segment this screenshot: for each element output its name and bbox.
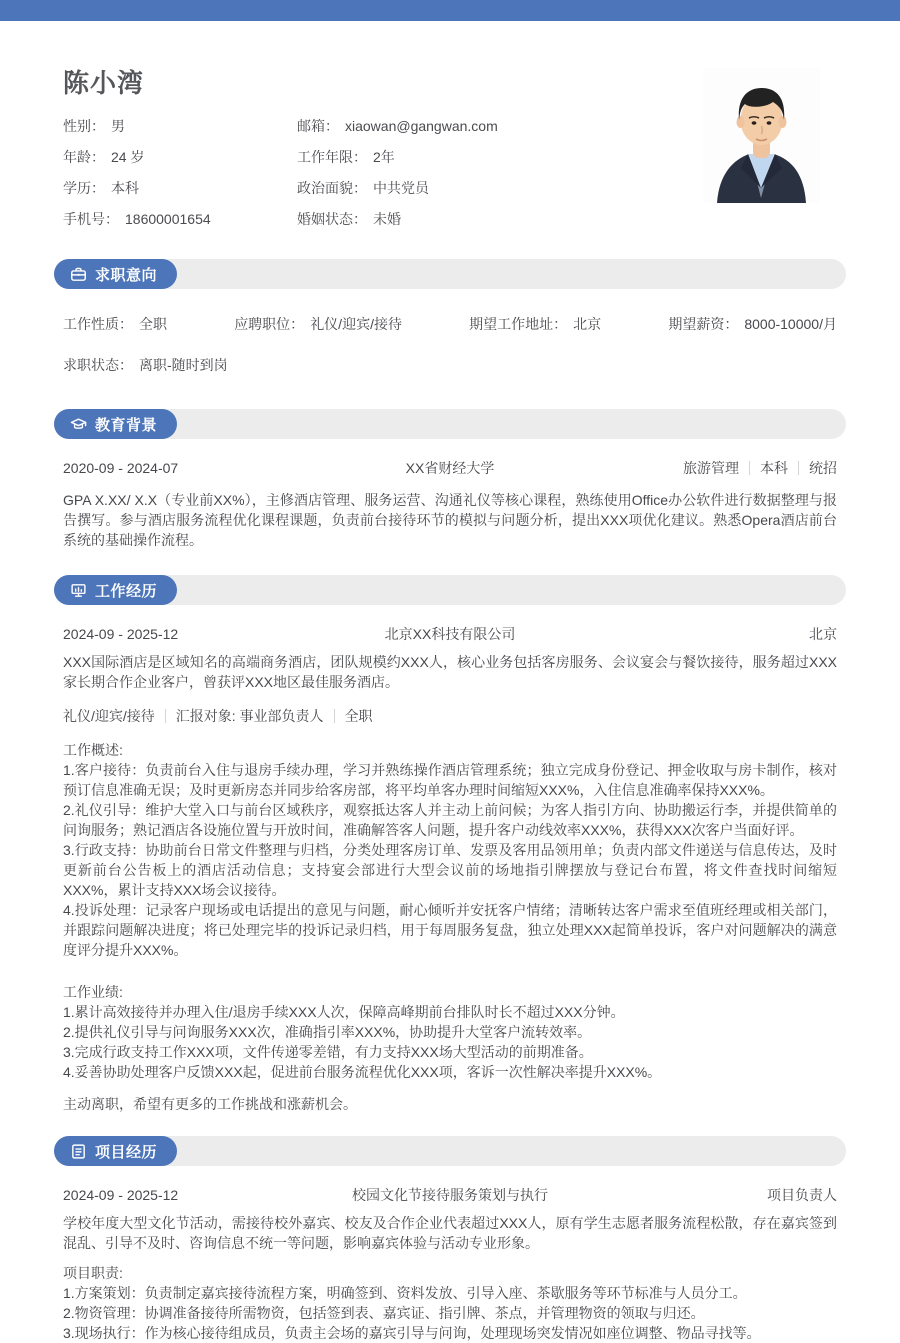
project-duty-item: 1.方案策划：负责制定嘉宾接待流程方案，明确签到、资料发放、引导入座、茶歇服务等环节标准与人员分工。 — [63, 1285, 747, 1301]
education-description: GPA X.XX/ X.X（专业前XX%），主修酒店管理、服务运营、沟通礼仪等核心课程，熟练使用Office办公软件进行数据整理与报告撰写。参与酒店服务流程优化课程课题，负责前台接待环节的模拟与问题分析，提出XXX项优化建议。熟悉Opera酒店前台系统的基础操作流程。 — [63, 492, 837, 548]
monitor-chart-icon — [70, 582, 87, 599]
profile-header — [54, 21, 846, 229]
field-gender: 性别： 男 — [63, 118, 125, 134]
project-duty-item: 2.物资管理：协调准备接待所需物资，包括签到表、嘉宾证、指引牌、茶点，并管理物资的领取与归还。 — [63, 1305, 705, 1321]
education-tags — [622, 458, 837, 478]
work-type-tag: 全职 — [344, 708, 373, 724]
section-title: 求职意向 — [95, 266, 158, 284]
divider — [749, 461, 750, 475]
job-intent-content — [54, 314, 846, 375]
graduation-cap-icon — [70, 416, 87, 433]
field-political-status: 政治面貌： 中共党员 — [297, 180, 429, 196]
field-target-position: 应聘职位： 礼仪/迎宾/接待 — [234, 316, 402, 332]
work-tag-row — [63, 706, 837, 726]
intent-row-1 — [63, 314, 837, 334]
education-content — [54, 458, 846, 550]
work-period: 2024-09 - 2025-12 — [63, 626, 179, 642]
briefcase-icon — [70, 266, 87, 283]
field-phone: 手机号： 18600001654 — [63, 211, 211, 227]
section-title-pill — [54, 409, 177, 439]
section-job-intent — [54, 259, 846, 375]
work-company: 北京XX科技有限公司 — [384, 626, 516, 642]
education-school: XX省财经大学 — [405, 460, 495, 476]
project-period: 2024-09 - 2025-12 — [63, 1187, 179, 1203]
field-job-status: 求职状态： 离职-随时到岗 — [63, 357, 228, 373]
project-content — [54, 1185, 846, 1343]
work-overview-item: 4.投诉处理：记录客户现场或电话提出的意见与问题，耐心倾听并安抚客户情绪；清晰转达客户需求至值班经理或相关部门，并跟踪问题解决进度；将已处理完毕的投诉记录归档，用于每周服务复盘，独立处理XXX起简单投诉，客户对问题解决的满意度评分提升XXX%。 — [63, 902, 837, 958]
field-job-type: 工作性质： 全职 — [63, 316, 167, 332]
project-background: 学校年度大型文化节活动，需接待校外嘉宾、校友及合作企业代表超过XXX人，原有学生志愿者服务流程松散，存在嘉宾签到混乱、引导不及时、咨询信息不统一等问题，影响嘉宾体验与活动专业形象。 — [63, 1215, 837, 1251]
divider — [165, 709, 166, 723]
candidate-name: 陈小湾 — [63, 68, 145, 98]
field-work-years: 工作年限： 2年 — [297, 149, 395, 165]
work-results-item: 1.累计高效接待并办理入住/退房手续XXX人次，保障高峰期前台排队时长不超过XXX分钟。 — [63, 1004, 625, 1020]
company-intro: XXX国际酒店是区域知名的高端商务酒店，团队规模约XXX人，核心业务包括客房服务、会议宴会与餐饮接待，服务超过XXX家长期合作企业客户，曾获评XXX地区最佳服务酒店。 — [63, 654, 837, 690]
resume-page — [0, 21, 900, 1343]
work-results-item: 2.提供礼仪引导与问询服务XXX次，准确指引率XXX%，协助提升大堂客户流转效率。 — [63, 1024, 592, 1040]
work-report-to-tag: 汇报对象: 事业部负责人 — [175, 708, 324, 724]
work-overview-title: 工作概述: — [63, 742, 123, 758]
leaving-reason: 主动离职，希望有更多的工作挑战和涨薪机会。 — [63, 1096, 357, 1112]
work-overview-item: 1.客户接待：负责前台入住与退房手续办理，学习并熟练操作酒店管理系统；独立完成身份登记、押金收取与房卡制作，核对预订信息准确无误；及时更新房态并同步给客房部，将平均单客办理时间缩短XXX%，入住信息准确率保持XXX%。 — [63, 762, 837, 798]
section-title-pill — [54, 1136, 177, 1166]
top-accent-bar — [0, 0, 900, 21]
section-title: 教育背景 — [95, 416, 158, 434]
work-overview-block — [63, 740, 837, 960]
section-header-bar — [54, 575, 846, 605]
education-enrollment-type: 统招 — [809, 460, 837, 476]
education-degree: 本科 — [760, 460, 788, 476]
divider — [334, 709, 335, 723]
work-results-item: 3.完成行政支持工作XXX项，文件传递零差错，有力支持XXX场大型活动的前期准备。 — [63, 1044, 593, 1060]
field-degree: 学历： 本科 — [63, 180, 139, 196]
field-marital-status: 婚姻状态： 未婚 — [297, 211, 401, 227]
field-target-location: 期望工作地址： 北京 — [469, 316, 602, 332]
intent-row-2 — [63, 355, 837, 375]
work-position-tag: 礼仪/迎宾/接待 — [63, 708, 155, 724]
work-results-item: 4.妥善协助处理客户反馈XXX起，促进前台服务流程优化XXX项，客诉一次性解决率提升XXX%。 — [63, 1064, 662, 1080]
education-major: 旅游管理 — [683, 460, 739, 476]
profile-photo — [703, 68, 820, 203]
section-title: 项目经历 — [95, 1143, 158, 1161]
work-meta-row — [63, 624, 837, 644]
project-meta-row — [63, 1185, 837, 1205]
section-title-pill — [54, 259, 177, 289]
section-education — [54, 409, 846, 550]
work-location: 北京 — [809, 626, 837, 642]
work-content — [54, 624, 846, 1114]
field-expected-salary: 期望薪资： 8000-10000/月 — [668, 316, 837, 332]
work-overview-item: 3.行政支持：协助前台日常文件整理与归档，分类处理客房订单、发票及客用品领用单；负责内部文件递送与信息传达，及时更新前台公告板上的酒店活动信息；支持宴会部进行大型会议前的场地指引牌摆放与登记台布置，将文件查找时间缩短XXX%，累计支持XXX场会议接待。 — [63, 842, 837, 898]
project-duty-item: 3.现场执行：作为核心接待组成员，负责主会场的嘉宾引导与问询，处理现场突发情况如座位调整、物品寻找等。 — [63, 1325, 761, 1341]
project-role: 项目负责人 — [767, 1187, 837, 1203]
work-results-title: 工作业绩: — [63, 984, 123, 1000]
section-header-bar — [54, 259, 846, 289]
section-header-bar — [54, 1136, 846, 1166]
field-email: 邮箱： xiaowan@gangwan.com — [297, 118, 498, 134]
section-work-experience — [54, 575, 846, 1114]
document-list-icon — [70, 1143, 87, 1160]
work-overview-item: 2.礼仪引导：维护大堂入口与前台区域秩序，观察抵达客人并主动上前问候；为客人指引方向、协助搬运行李，并提供简单的问询服务；熟记酒店各设施位置与开放时间，准确解答客人问题，提升客户动线效率XXX%，获得XXX次客户当面好评。 — [63, 802, 837, 838]
section-header-bar — [54, 409, 846, 439]
project-name: 校园文化节接待服务策划与执行 — [352, 1187, 548, 1203]
section-title: 工作经历 — [95, 582, 158, 600]
education-period: 2020-09 - 2024-07 — [63, 460, 179, 476]
project-duties-title: 项目职责: — [63, 1265, 123, 1281]
section-title-pill — [54, 575, 177, 605]
education-meta-row — [63, 458, 837, 478]
section-project-experience — [54, 1136, 846, 1343]
divider — [798, 461, 799, 475]
project-duties-block — [63, 1263, 837, 1343]
work-results-block — [63, 982, 837, 1082]
field-age: 年龄： 24 岁 — [63, 149, 145, 165]
